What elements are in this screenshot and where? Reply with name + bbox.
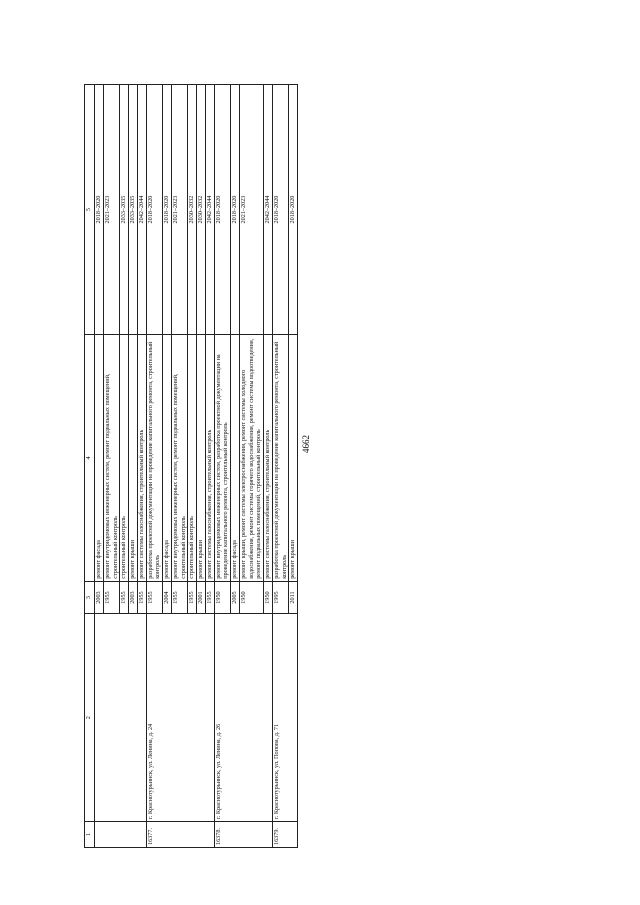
header-row [85, 85, 95, 848]
work-cell: ремонт крыши, ремонт системы электроснабжения, ремонт системы холодного водоснабжения, ремонт системы горячего водоснабжения, ремонт системы водоотведения, ремонт подвальных помещений, строительный контроль [239, 335, 263, 582]
object-number-cell: 16379. [272, 822, 297, 848]
period-cell: 2033–2035 [120, 85, 129, 335]
year-cell: 2011 [289, 581, 298, 613]
object-number-cell: 16377. [146, 822, 214, 848]
period-cell: 2021–2023 [239, 85, 263, 335]
work-cell: строительный контроль [188, 335, 197, 582]
year-cell: 1950 [239, 581, 263, 613]
year-cell: 2003 [95, 581, 104, 613]
object-number-cell [95, 822, 147, 848]
work-cell: ремонт системы газоснабжения, строительный контроль [264, 335, 273, 582]
table-row [272, 85, 289, 848]
year-cell: 1955 [205, 581, 214, 613]
address-cell: г. Краснотурьинск, ул. Ленина, д. 26 [214, 614, 272, 822]
object-number-cell: 16378. [214, 822, 272, 848]
period-cell: 2042–2044 [264, 85, 273, 335]
period-cell: 2033–2035 [129, 85, 138, 335]
period-cell: 2021–2023 [171, 85, 188, 335]
period-cell: 2018–2020 [163, 85, 172, 335]
period-cell: 2021–2023 [103, 85, 120, 335]
period-cell: 2018–2020 [289, 85, 298, 335]
year-cell: 1955 [188, 581, 197, 613]
work-cell: ремонт системы газоснабжения, строительный контроль [137, 335, 146, 582]
page-number: 4662 [301, 435, 311, 453]
header-cell: 3 [85, 581, 95, 613]
header-cell: 4 [85, 335, 95, 582]
work-cell: ремонт крыши [129, 335, 138, 582]
period-cell: 2042–2044 [205, 85, 214, 335]
year-cell: 1955 [120, 581, 129, 613]
year-cell: 1995 [272, 581, 289, 613]
period-cell: 2018–2020 [231, 85, 240, 335]
period-cell: 2018–2020 [95, 85, 104, 335]
year-cell: 2003 [129, 581, 138, 613]
work-cell: ремонт крыши [197, 335, 206, 582]
rotated-table-wrap [84, 84, 554, 848]
period-cell: 2018–2020 [214, 85, 231, 335]
header-cell: 5 [85, 85, 95, 335]
period-cell: 2018–2020 [272, 85, 289, 335]
work-cell: ремонт внутридомовых инженерных систем, ремонт подвальных помещений, строительный контроль [103, 335, 120, 582]
work-cell: ремонт системы газоснабжения, строительный контроль [205, 335, 214, 582]
year-cell: 2001 [197, 581, 206, 613]
year-cell: 2005 [231, 581, 240, 613]
address-cell: г. Краснотурьинск, ул. Ленина, д. 24 [146, 614, 214, 822]
table-row [214, 85, 231, 848]
address-cell: г. Краснотурьинск, ул. Попова, д. 71 [272, 614, 297, 822]
year-cell: 1955 [171, 581, 188, 613]
work-cell: ремонт фасада [231, 335, 240, 582]
period-cell: 2030–2032 [197, 85, 206, 335]
work-cell: ремонт фасада [95, 335, 104, 582]
year-cell: 1955 [103, 581, 120, 613]
table-row [146, 85, 163, 848]
year-cell: 1955 [146, 581, 163, 613]
year-cell: 1950 [214, 581, 231, 613]
year-cell: 2004 [163, 581, 172, 613]
period-cell: 2030–2032 [188, 85, 197, 335]
work-cell: ремонт внутридомовых инженерных систем, ремонт подвальных помещений, строительный контроль [171, 335, 188, 582]
year-cell: 1955 [137, 581, 146, 613]
year-cell: 1950 [264, 581, 273, 613]
header-cell: 2 [85, 614, 95, 822]
work-cell: ремонт фасада [163, 335, 172, 582]
period-cell: 2018–2020 [146, 85, 163, 335]
work-cell: разработка проектной документации на проведение капитального ремонта, строительный контроль [146, 335, 163, 582]
period-cell: 2042–2044 [137, 85, 146, 335]
header-cell: 1 [85, 822, 95, 848]
address-cell [95, 614, 147, 822]
work-cell: ремонт крыши [289, 335, 298, 582]
rotated-table-frame [84, 84, 554, 848]
work-cell: строительный контроль [120, 335, 129, 582]
table-row [95, 85, 104, 848]
work-cell: разработка проектной документации на проведение капитального ремонта, строительный контроль [272, 335, 289, 582]
repair-schedule-table [84, 84, 298, 848]
work-cell: ремонт внутридомовых инженерных систем, разработка проектной документации на проведение капитального ремонта, строительный контроль [214, 335, 231, 582]
